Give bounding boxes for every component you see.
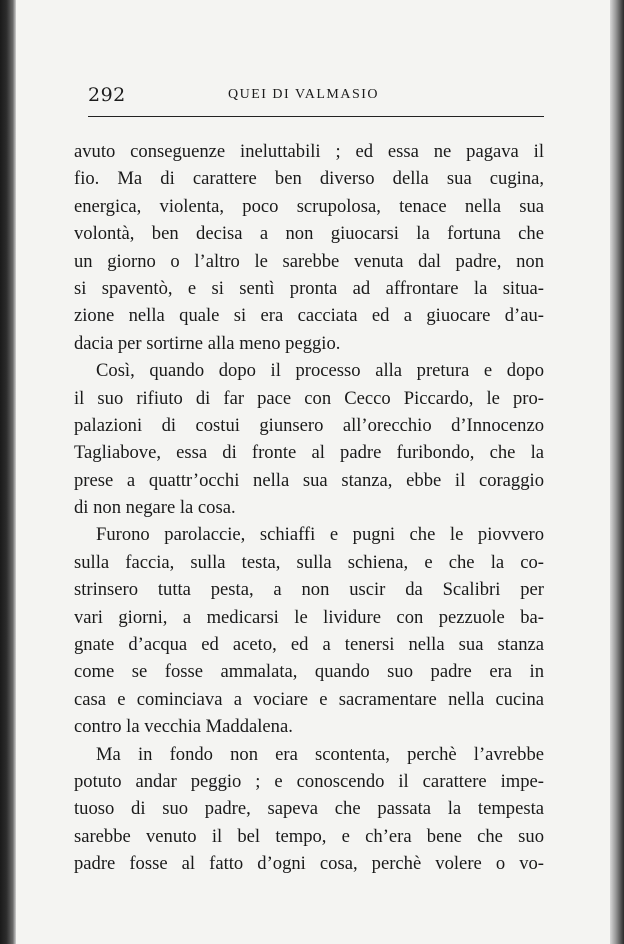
text-line: sulla faccia, sulla testa, sulla schiena, e che la co- [74, 551, 544, 573]
text-line: tuoso di suo padre, sapeva che passata la tempesta [74, 798, 544, 820]
text-line: casa e cominciava a vociare e sacramentare nella cucina [74, 688, 544, 710]
page-header [88, 84, 546, 108]
text-line: il suo rifiuto di far pace con Cecco Piccardo, le pro- [74, 387, 544, 409]
text-line: Ma in fondo non era scontenta, perchè l’avrebbe [96, 743, 544, 765]
header-rule [88, 116, 544, 117]
text-line: energica, violenta, poco scrupolosa, tenace nella sua [74, 195, 544, 217]
body-text [74, 138, 544, 878]
text-line: Così, quando dopo il processo alla pretura e dopo [96, 360, 544, 382]
text-line: come se fosse ammalata, quando suo padre era in [74, 661, 544, 683]
book-binding-shadow [0, 0, 16, 944]
text-line: si spaventò, e si sentì pronta ad affrontare la situa- [74, 277, 544, 299]
text-line: vari giorni, a medicarsi le lividure con pezzuole ba- [74, 606, 544, 628]
text-line: potuto andar peggio ; e conoscendo il carattere impe- [74, 770, 544, 792]
text-line: zione nella quale si era cacciata ed a giuocare d’au- [74, 305, 544, 327]
text-line: dacia per sortirne alla meno peggio. [74, 332, 341, 354]
running-title: QUEI DI VALMASIO [228, 87, 380, 102]
text-line: di non negare la cosa. [74, 497, 236, 519]
text-line: volontà, ben decisa a non giuocarsi la fortuna che [74, 223, 544, 245]
page-edge-shadow [610, 0, 624, 944]
text-line: prese a quattr’occhi nella sua stanza, ebbe il coraggio [74, 469, 544, 491]
page-number: 292 [88, 84, 126, 106]
text-line: avuto conseguenze ineluttabili ; ed essa ne pagava il [74, 141, 544, 162]
text-line: contro la vecchia Maddalena. [74, 716, 293, 738]
text-line: sarebbe venuto il bel tempo, e ch’era bene che suo [74, 825, 544, 847]
text-line: Furono parolaccie, schiaffi e pugni che le piovvero [96, 524, 544, 546]
book-page [16, 0, 610, 944]
text-line: Tagliabove, essa di fronte al padre furibondo, che la [74, 442, 544, 464]
text-line: palazioni di costui giunsero all’orecchio d’Innocenzo [74, 414, 544, 436]
text-line: gnate d’acqua ed aceto, ed a tenersi nella sua stanza [74, 634, 544, 656]
text-line: fio. Ma di carattere ben diverso della sua cugina, [74, 168, 544, 190]
text-line: strinsero tutta pesta, a non uscir da Scalibri per [74, 579, 544, 601]
text-line: un giorno o l’altro le sarebbe venuta dal padre, non [74, 250, 544, 272]
text-line: padre fosse al fatto d’ogni cosa, perchè volere o vo- [74, 853, 544, 875]
